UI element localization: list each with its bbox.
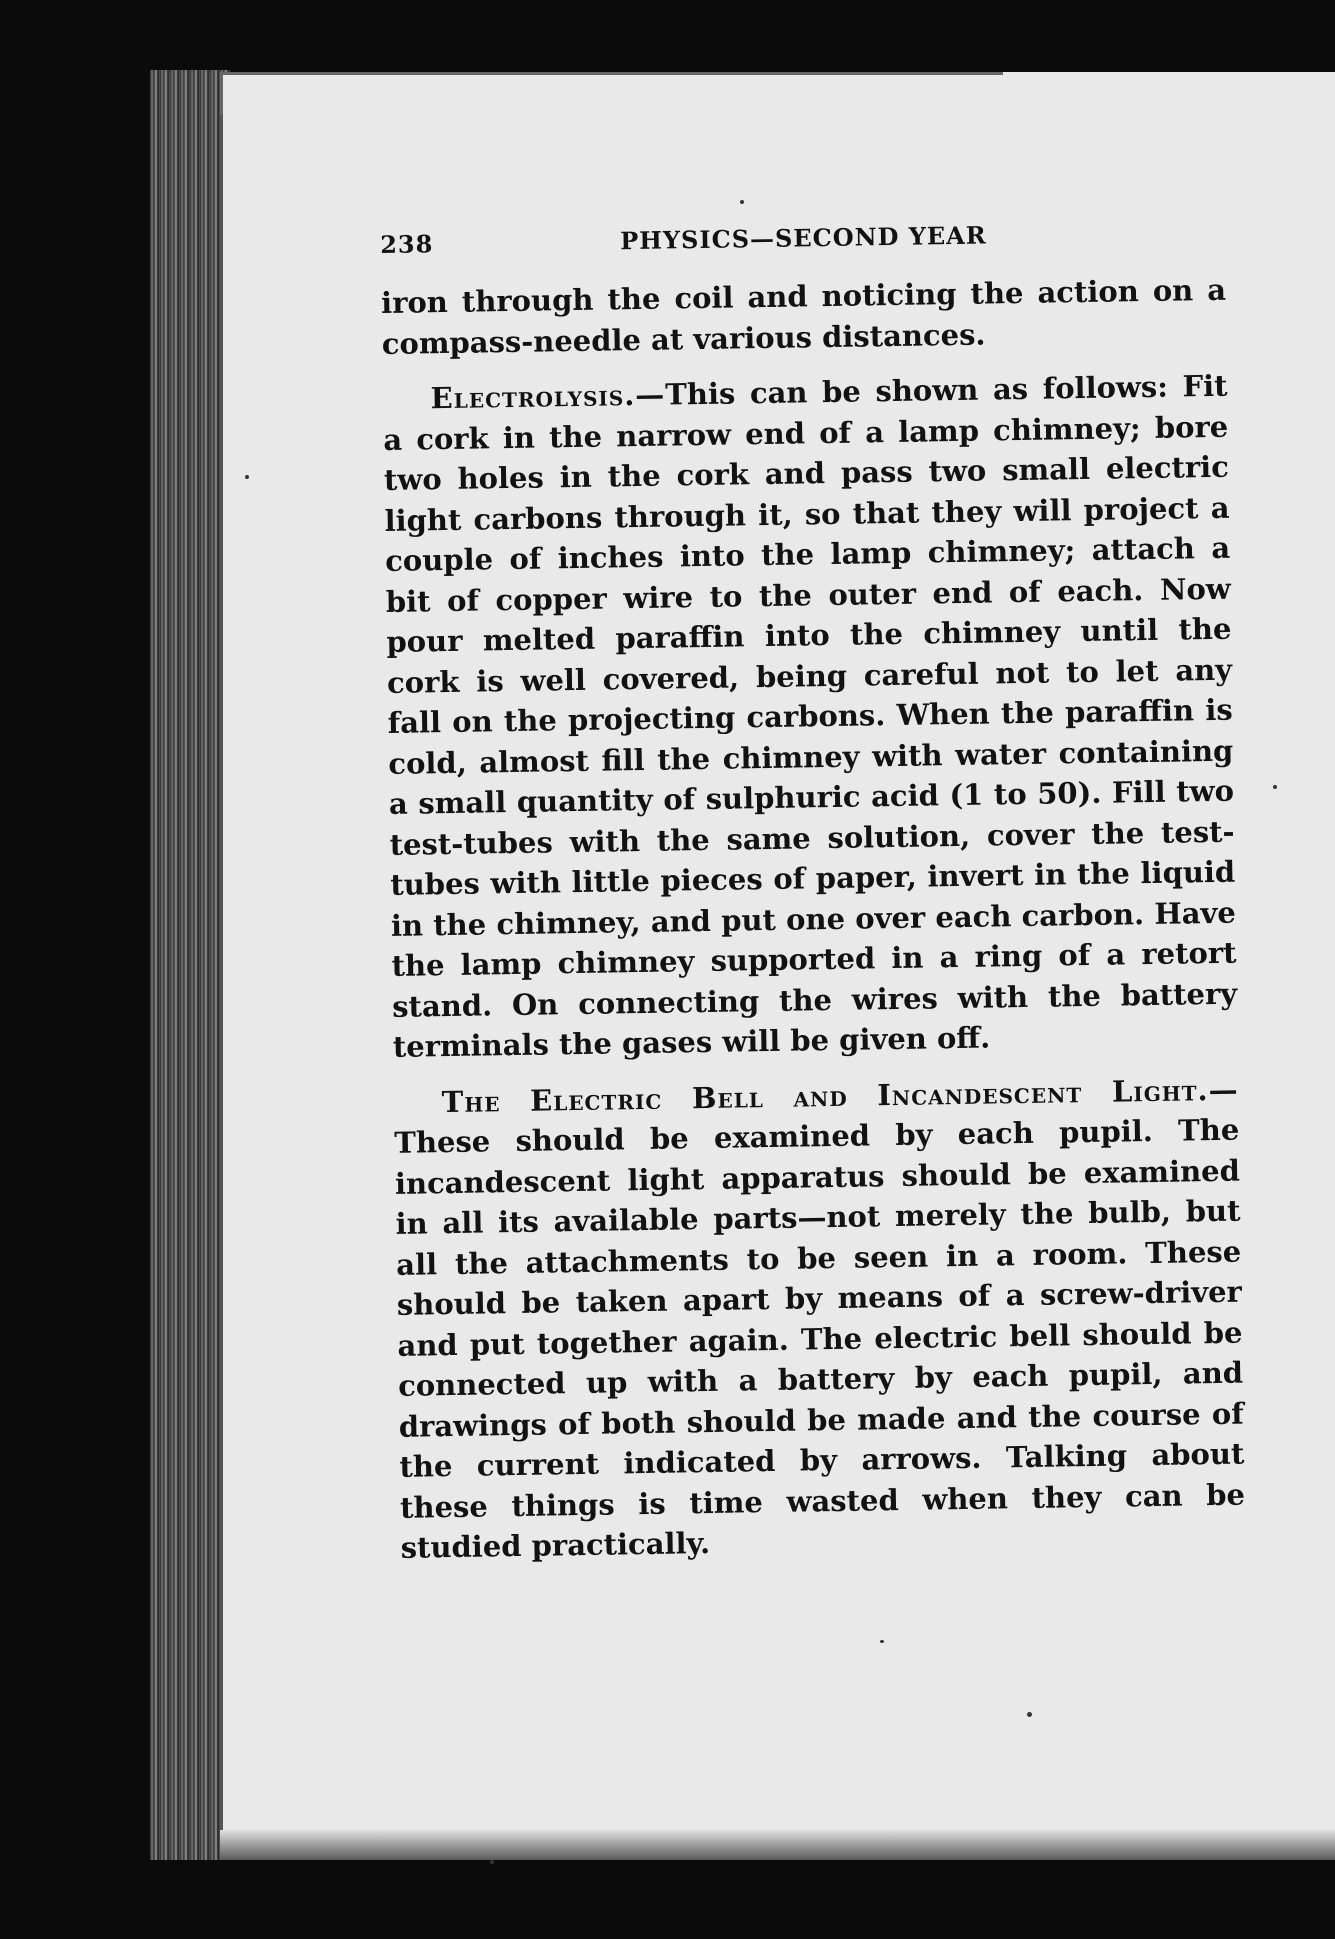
page-bottom-shadow xyxy=(220,1830,1335,1860)
section-heading-electric-bell: The Electric Bell and Incandescent Light.— xyxy=(441,1072,1239,1119)
page-top-edge xyxy=(220,72,1003,115)
scan-speck xyxy=(490,1860,494,1864)
book-spine-edge xyxy=(150,70,230,1860)
page-content xyxy=(380,217,1246,1569)
paragraph-text: iron through the coil and noticing the action on a compass-needle at various distances. xyxy=(380,272,1227,361)
scan-speck xyxy=(880,1640,884,1643)
scan-speck xyxy=(1027,1712,1032,1717)
paragraph-text: These should be examined by each pupil. The incandescent light apparatus should be examined in all its available parts—not merely the bulb, but all the attachments to be seen in a room. These should be taken apart by means of a screw-driver and put together again. The electric bell should be connected up with a battery by each pupil, and drawings of both should be made and the course of the current indicated by arrows. Talking about these things is time wasted when they can be studied practically. xyxy=(394,1112,1246,1565)
paragraph-continuation xyxy=(381,270,1227,364)
section-heading-electrolysis: Electrolysis.— xyxy=(430,377,666,416)
paragraph-electric-bell xyxy=(393,1069,1246,1568)
running-head-title: PHYSICS—SECOND YEAR xyxy=(619,220,987,256)
page-number: 238 xyxy=(380,229,434,259)
scan-speck xyxy=(740,200,744,204)
paragraph-electrolysis xyxy=(382,366,1238,1068)
scan-speck xyxy=(1273,785,1277,789)
paragraph-text: This can be shown as follows: Fit a cork in the narrow end of a lamp chimney; bore two holes in the cork and pass two small electric light carbons through it, so that they will project a couple of inches into the lamp chimney; attach a bit of copper wire to the outer end of each. Now pour melted paraffin into the chimney until the cork is well covered, being careful not to let any fall on the projecting carbons. When the paraffin is cold, almost fill the chimney with water containing a small quantity of sulphuric acid (1 to 50). Fill two test-tubes with the same solution, cover the test-tubes with little pieces of paper, invert in the liquid in the chimney, and put one over each carbon. Have the lamp chimney supported in a ring of a retort stand. On connecting the wires with the battery terminals the gases will be given off. xyxy=(383,368,1238,1064)
scan-speck xyxy=(245,475,249,479)
